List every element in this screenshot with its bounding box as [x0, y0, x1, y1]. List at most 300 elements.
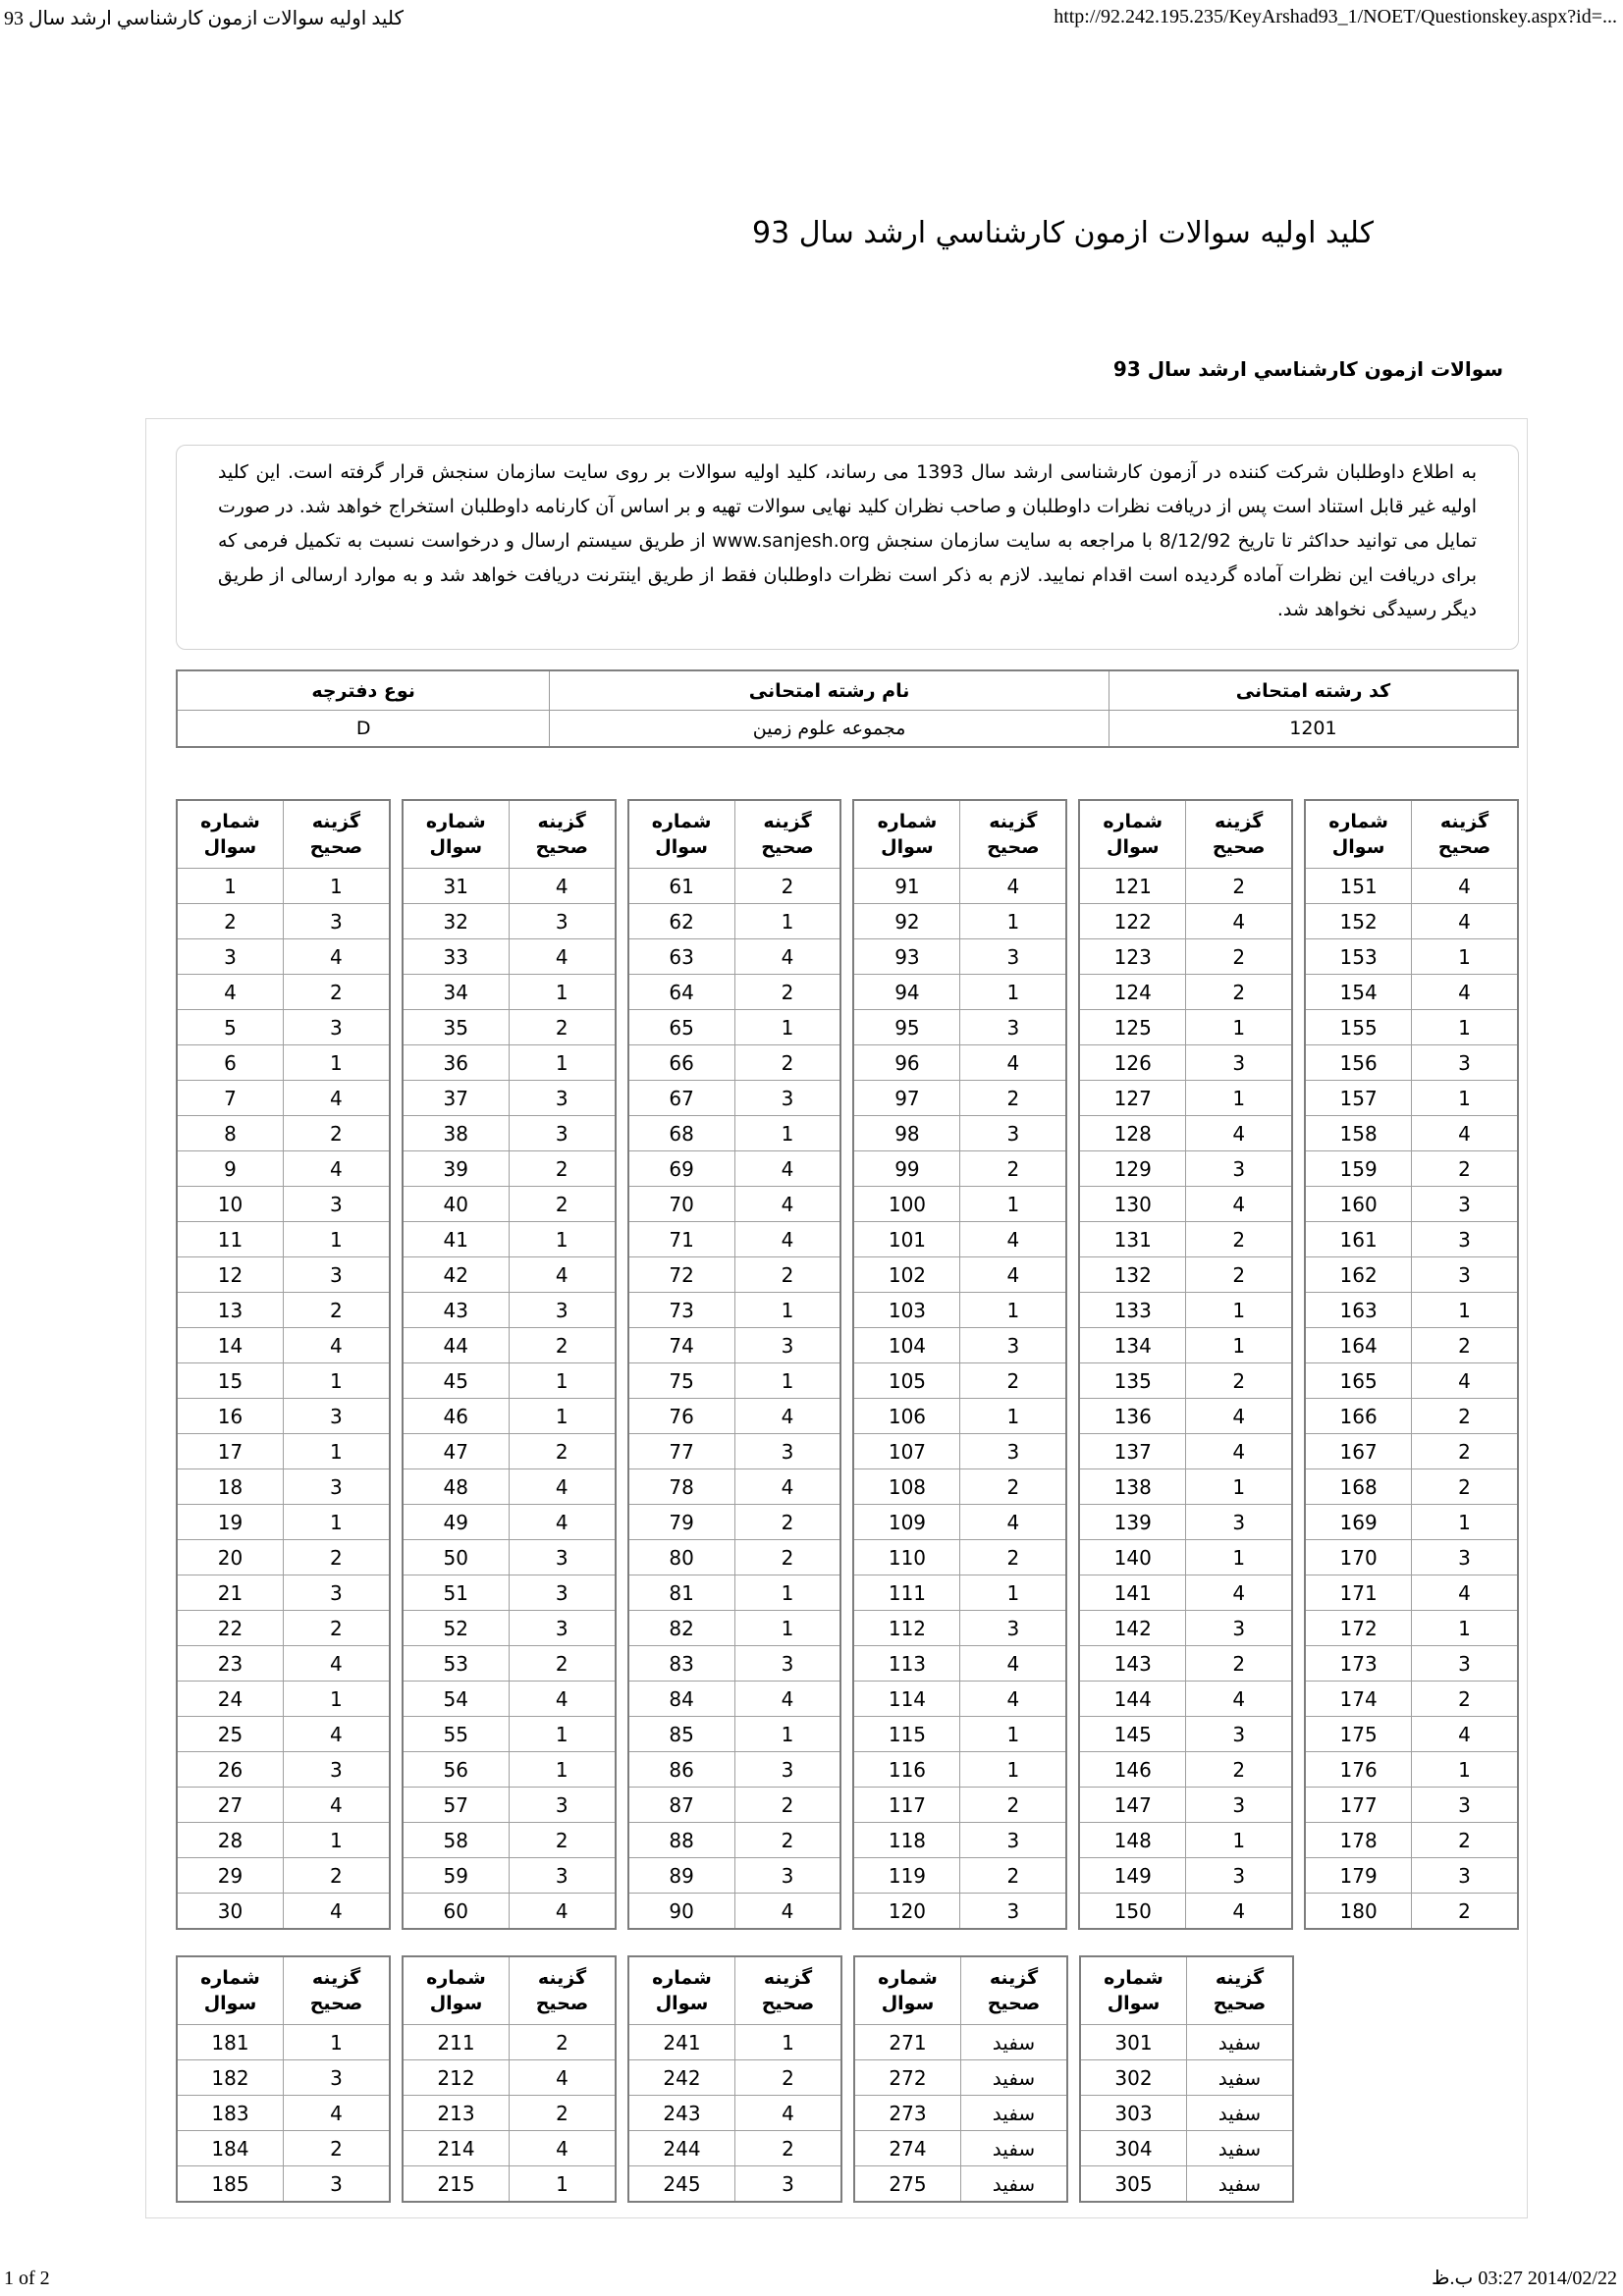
question-number-cell: 172	[1305, 1611, 1411, 1646]
question-number-cell: 9	[177, 1151, 283, 1187]
question-number-cell: 53	[403, 1646, 509, 1682]
answer-row	[1305, 904, 1518, 939]
answer-row	[1305, 1540, 1518, 1575]
answer-option-cell: 3	[1412, 1646, 1518, 1682]
question-number-cell: 129	[1079, 1151, 1185, 1187]
answer-option-cell: 4	[1186, 904, 1292, 939]
answer-row	[1080, 2060, 1293, 2096]
answer-option-cell: 4	[1186, 1399, 1292, 1434]
answer-option-cell: 4	[509, 939, 615, 975]
question-number-cell: 242	[628, 2060, 735, 2096]
answer-option-cell: 4	[510, 2060, 617, 2096]
answer-option-cell: 1	[960, 1717, 1066, 1752]
question-number-cell: 25	[177, 1717, 283, 1752]
answer-header-row	[177, 1956, 390, 2025]
print-header-document-title: کلید اولیه سوالات ازمون کارشناسي ارشد سال 93	[4, 8, 405, 29]
question-number-cell: 139	[1079, 1505, 1185, 1540]
question-number-cell: 86	[628, 1752, 734, 1788]
question-number-cell: 302	[1080, 2060, 1187, 2096]
answer-option-cell: 3	[734, 1646, 840, 1682]
answer-option-cell: 2	[510, 2096, 617, 2131]
answer-row	[1080, 2131, 1293, 2166]
answer-row	[853, 939, 1066, 975]
answer-option-cell: 4	[510, 2131, 617, 2166]
question-number-cell: 73	[628, 1293, 734, 1328]
answer-row	[177, 1894, 390, 1930]
answer-option-cell: 1	[960, 1187, 1066, 1222]
question-number-cell: 169	[1305, 1505, 1411, 1540]
question-number-cell: 151	[1305, 869, 1411, 904]
answer-row	[1305, 1187, 1518, 1222]
answer-row	[403, 1858, 616, 1894]
answer-option-cell: 2	[509, 1151, 615, 1187]
question-number-cell: 177	[1305, 1788, 1411, 1823]
answer-option-cell: 3	[509, 1611, 615, 1646]
answer-option-cell: 1	[509, 975, 615, 1010]
answer-row	[1305, 1257, 1518, 1293]
answer-option-cell: 1	[1186, 1823, 1292, 1858]
answer-option-cell: 1	[283, 1682, 389, 1717]
answer-option-cell: 4	[734, 1151, 840, 1187]
question-number-cell: 29	[177, 1858, 283, 1894]
question-number-cell: 16	[177, 1399, 283, 1434]
question-number-cell: 36	[403, 1045, 509, 1081]
answer-option-cell: 2	[735, 2131, 842, 2166]
answer-row	[628, 1293, 841, 1328]
answer-row	[1080, 2096, 1293, 2131]
answer-option-cell: 3	[960, 1116, 1066, 1151]
answer-option-cell: 4	[1412, 869, 1518, 904]
answer-row	[1079, 1611, 1292, 1646]
answer-row	[403, 1682, 616, 1717]
exam-info-header-row	[177, 670, 1518, 711]
answer-row	[177, 1187, 390, 1222]
answer-option-cell: 3	[1412, 1788, 1518, 1823]
answer-option-cell: 2	[734, 1045, 840, 1081]
question-number-cell: 20	[177, 1540, 283, 1575]
question-number-cell: 159	[1305, 1151, 1411, 1187]
section-heading: سوالات ازمون کارشناسي ارشد سال 93	[1112, 357, 1503, 381]
answer-row	[628, 2131, 841, 2166]
booklet-type-value-cell: D	[177, 711, 550, 748]
answer-option-cell: 1	[509, 1222, 615, 1257]
answer-option-cell: 4	[283, 939, 389, 975]
question-number-cell: 157	[1305, 1081, 1411, 1116]
answer-row	[403, 1010, 616, 1045]
answer-option-cell: 2	[960, 1363, 1066, 1399]
answer-option-cell: 4	[734, 1682, 840, 1717]
answer-key-table	[1304, 799, 1519, 1930]
answer-key-table	[1078, 799, 1293, 1930]
answer-row	[628, 1363, 841, 1399]
question-number-cell: 55	[403, 1717, 509, 1752]
question-number-cell: 179	[1305, 1858, 1411, 1894]
correct-option-header-cell: گزینه صحیح	[1186, 800, 1292, 869]
answer-key-table	[402, 799, 617, 1930]
answer-row	[1305, 1434, 1518, 1469]
answer-option-cell: 2	[1412, 1682, 1518, 1717]
question-number-cell: 160	[1305, 1187, 1411, 1222]
answer-option-cell: 4	[1412, 1363, 1518, 1399]
question-number-cell: 93	[853, 939, 959, 975]
answer-option-cell: 2	[960, 1540, 1066, 1575]
exam-name-value-cell: مجموعه علوم زمین	[550, 711, 1109, 748]
answer-row	[1305, 1646, 1518, 1682]
answer-row	[177, 1399, 390, 1434]
question-number-cell: 126	[1079, 1045, 1185, 1081]
question-number-cell: 1	[177, 869, 283, 904]
question-number-cell: 133	[1079, 1293, 1185, 1328]
question-number-cell: 164	[1305, 1328, 1411, 1363]
question-number-cell: 156	[1305, 1045, 1411, 1081]
question-number-cell: 31	[403, 869, 509, 904]
question-number-cell: 245	[628, 2166, 735, 2203]
print-footer-datetime: 2014/02/22 03:27 ب.ظ	[1431, 2268, 1617, 2289]
question-number-cell: 118	[853, 1823, 959, 1858]
answer-option-cell: 3	[734, 1434, 840, 1469]
answer-row	[177, 1717, 390, 1752]
answer-option-cell: 1	[284, 2025, 391, 2060]
answer-header-row	[1079, 800, 1292, 869]
answer-option-cell: 4	[960, 869, 1066, 904]
answer-row	[177, 1151, 390, 1187]
question-number-cell: 304	[1080, 2131, 1187, 2166]
question-number-cell: 78	[628, 1469, 734, 1505]
answer-row	[177, 904, 390, 939]
answer-row	[1079, 1788, 1292, 1823]
content-box	[145, 418, 1528, 2218]
answer-option-cell: 4	[1186, 1434, 1292, 1469]
answer-option-cell: 1	[510, 2166, 617, 2203]
answer-row	[1305, 1045, 1518, 1081]
question-number-cell: 184	[177, 2131, 284, 2166]
answer-row	[1079, 1151, 1292, 1187]
answer-option-cell: 4	[283, 1328, 389, 1363]
answer-row	[854, 2096, 1067, 2131]
answer-row	[1305, 1116, 1518, 1151]
answer-option-cell: 3	[509, 1081, 615, 1116]
question-number-header-cell: شماره سوال	[1079, 800, 1185, 869]
answer-option-cell: 3	[960, 1823, 1066, 1858]
answer-option-cell: 4	[283, 1081, 389, 1116]
correct-option-header-cell: گزینه صحیح	[283, 800, 389, 869]
answer-option-cell: 1	[735, 2025, 842, 2060]
answer-option-cell: 2	[1412, 1823, 1518, 1858]
question-number-cell: 63	[628, 939, 734, 975]
question-number-cell: 60	[403, 1894, 509, 1930]
answer-row	[403, 939, 616, 975]
answer-row	[628, 869, 841, 904]
answer-row	[1305, 1823, 1518, 1858]
question-number-cell: 176	[1305, 1752, 1411, 1788]
question-number-header-cell: شماره سوال	[1305, 800, 1411, 869]
answer-option-cell: 2	[1412, 1151, 1518, 1187]
answer-row	[403, 1081, 616, 1116]
answer-row	[403, 904, 616, 939]
answer-option-cell: 2	[1186, 939, 1292, 975]
question-number-cell: 117	[853, 1788, 959, 1823]
question-number-cell: 273	[854, 2096, 961, 2131]
answer-row	[628, 939, 841, 975]
answer-row	[403, 1540, 616, 1575]
question-number-cell: 122	[1079, 904, 1185, 939]
answer-row	[1079, 975, 1292, 1010]
answer-header-row	[854, 1956, 1067, 2025]
question-number-cell: 87	[628, 1788, 734, 1823]
question-number-cell: 58	[403, 1823, 509, 1858]
answer-row	[1079, 1469, 1292, 1505]
question-number-cell: 38	[403, 1116, 509, 1151]
answer-row	[853, 1858, 1066, 1894]
answer-row	[177, 2096, 390, 2131]
question-number-cell: 89	[628, 1858, 734, 1894]
answer-option-cell: سفید	[1187, 2025, 1294, 2060]
answer-row	[403, 2096, 616, 2131]
question-number-cell: 21	[177, 1575, 283, 1611]
question-number-cell: 243	[628, 2096, 735, 2131]
answer-row	[403, 1611, 616, 1646]
question-number-cell: 105	[853, 1363, 959, 1399]
answer-row	[1079, 1222, 1292, 1257]
answer-row	[1079, 1434, 1292, 1469]
answer-option-cell: 3	[1412, 1540, 1518, 1575]
question-number-cell: 85	[628, 1717, 734, 1752]
answer-row	[1079, 1257, 1292, 1293]
question-number-cell: 305	[1080, 2166, 1187, 2203]
answer-row	[1305, 1575, 1518, 1611]
answer-option-cell: سفید	[961, 2131, 1068, 2166]
answer-row	[403, 1894, 616, 1930]
answer-key-table	[852, 799, 1067, 1930]
answer-option-cell: 1	[734, 1293, 840, 1328]
answer-option-cell: 4	[1412, 904, 1518, 939]
answer-row	[1305, 1682, 1518, 1717]
answer-row	[853, 1611, 1066, 1646]
answer-option-cell: 3	[1412, 1257, 1518, 1293]
answer-option-cell: 1	[283, 869, 389, 904]
answer-row	[628, 1257, 841, 1293]
answer-row	[1305, 1469, 1518, 1505]
question-number-cell: 48	[403, 1469, 509, 1505]
answer-option-cell: 3	[283, 1257, 389, 1293]
question-number-cell: 5	[177, 1010, 283, 1045]
answer-option-cell: 1	[734, 1575, 840, 1611]
answer-option-cell: 4	[284, 2096, 391, 2131]
question-number-cell: 95	[853, 1010, 959, 1045]
answer-row	[177, 1363, 390, 1399]
answer-option-cell: 3	[284, 2060, 391, 2096]
answer-row	[403, 1434, 616, 1469]
question-number-cell: 70	[628, 1187, 734, 1222]
correct-option-header-cell: گزینه صحیح	[284, 1956, 391, 2025]
question-number-cell: 114	[853, 1682, 959, 1717]
question-number-cell: 153	[1305, 939, 1411, 975]
question-number-cell: 271	[854, 2025, 961, 2060]
answer-option-cell: 1	[1186, 1328, 1292, 1363]
question-number-cell: 121	[1079, 869, 1185, 904]
answer-row	[1305, 1505, 1518, 1540]
question-number-cell: 18	[177, 1469, 283, 1505]
question-number-cell: 145	[1079, 1717, 1185, 1752]
answer-row	[1079, 1575, 1292, 1611]
answer-option-cell: سفید	[961, 2025, 1068, 2060]
question-number-cell: 27	[177, 1788, 283, 1823]
correct-option-header-cell: گزینه صحیح	[1412, 800, 1518, 869]
question-number-cell: 171	[1305, 1575, 1411, 1611]
correct-option-header-cell: گزینه صحیح	[1187, 1956, 1294, 2025]
answer-option-cell: 4	[734, 1187, 840, 1222]
answer-row	[1079, 1646, 1292, 1682]
question-number-cell: 166	[1305, 1399, 1411, 1434]
page-title: کلید اولیه سوالات ازمون کارشناسي ارشد سال 93	[752, 216, 1374, 250]
answer-option-cell: 1	[1412, 1611, 1518, 1646]
question-number-cell: 67	[628, 1081, 734, 1116]
answer-header-row	[628, 800, 841, 869]
answer-row	[403, 1752, 616, 1788]
question-number-cell: 94	[853, 975, 959, 1010]
answer-option-cell: 4	[960, 1505, 1066, 1540]
question-number-cell: 165	[1305, 1363, 1411, 1399]
answer-row	[177, 2166, 390, 2203]
answer-row	[853, 1399, 1066, 1434]
answer-option-cell: 2	[1186, 1363, 1292, 1399]
question-number-cell: 163	[1305, 1293, 1411, 1328]
answer-row	[1305, 1399, 1518, 1434]
answer-option-cell: 3	[509, 1293, 615, 1328]
question-number-cell: 45	[403, 1363, 509, 1399]
question-number-cell: 138	[1079, 1469, 1185, 1505]
answer-row	[1305, 1222, 1518, 1257]
answer-row	[1079, 869, 1292, 904]
answer-option-cell: سفید	[1187, 2060, 1294, 2096]
question-number-cell: 275	[854, 2166, 961, 2203]
answer-row	[628, 1646, 841, 1682]
answer-row	[177, 1788, 390, 1823]
answer-option-cell: 2	[734, 1540, 840, 1575]
answer-option-cell: 2	[284, 2131, 391, 2166]
answer-option-cell: 3	[283, 1187, 389, 1222]
answer-row	[177, 1540, 390, 1575]
answer-option-cell: 1	[1186, 1010, 1292, 1045]
answer-row	[1079, 904, 1292, 939]
answer-option-cell: 1	[734, 1116, 840, 1151]
question-number-cell: 68	[628, 1116, 734, 1151]
answer-row	[177, 1646, 390, 1682]
answer-row	[403, 1788, 616, 1823]
answer-row	[854, 2131, 1067, 2166]
question-number-cell: 185	[177, 2166, 284, 2203]
answer-row	[628, 1575, 841, 1611]
answer-header-row	[403, 800, 616, 869]
answer-key-table	[1079, 1955, 1294, 2203]
answer-row	[1079, 1116, 1292, 1151]
answer-row	[403, 1151, 616, 1187]
question-number-cell: 162	[1305, 1257, 1411, 1293]
answer-option-cell: 2	[734, 1257, 840, 1293]
question-number-cell: 113	[853, 1646, 959, 1682]
correct-option-header-cell: گزینه صحیح	[510, 1956, 617, 2025]
answer-row	[1079, 1187, 1292, 1222]
answer-option-cell: 2	[1412, 1469, 1518, 1505]
question-number-cell: 180	[1305, 1894, 1411, 1930]
question-number-cell: 64	[628, 975, 734, 1010]
question-number-cell: 108	[853, 1469, 959, 1505]
answer-option-cell: 3	[509, 1788, 615, 1823]
answer-header-row	[1305, 800, 1518, 869]
answer-option-cell: سفید	[961, 2060, 1068, 2096]
answer-option-cell: 2	[509, 1823, 615, 1858]
question-number-cell: 23	[177, 1646, 283, 1682]
answer-row	[177, 939, 390, 975]
question-number-cell: 12	[177, 1257, 283, 1293]
answer-option-cell: 2	[734, 869, 840, 904]
answer-option-cell: 4	[960, 1257, 1066, 1293]
answer-option-cell: 4	[1412, 1116, 1518, 1151]
exam-code-value-cell: 1201	[1109, 711, 1518, 748]
answer-option-cell: 2	[283, 1611, 389, 1646]
answer-row	[1079, 1081, 1292, 1116]
question-number-cell: 112	[853, 1611, 959, 1646]
question-number-cell: 83	[628, 1646, 734, 1682]
answer-option-cell: 3	[509, 904, 615, 939]
answer-row	[177, 2131, 390, 2166]
answer-row	[853, 1045, 1066, 1081]
answer-row	[1305, 1293, 1518, 1328]
question-number-cell: 119	[853, 1858, 959, 1894]
notice-text: به اطلاع داوطلبان شرکت کننده در آزمون کارشناسی ارشد سال 1393 می رساند، کلید اولیه سوالات بر روی سایت سازمان سنجش قرار گرفته است. این کلید اولیه غیر قابل استناد است پس از دریافت نظرات داوطلبان و صاحب نظران کلید نهایی سوالات تهیه و بر اساس آن کارنامه داوطلبان استخراج خواهد شد. در صورت تمایل می توانید حداکثر تا تاریخ 8/12/92 با مراجعه به سایت سازمان سنجش www.sanjesh.org از طریق سیستم ارسال و درخواست نسبت به تکمیل فرمی که برای دریافت این نظرات آماده گردیده است اقدام نمایید. لازم به ذکر است نظرات داوطلبان فقط از طریق اینترنت دریافت خواهد شد و به موارد ارسالی از طریق دیگر رسیدگی نخواهد شد.	[218, 461, 1478, 620]
answer-option-cell: 3	[509, 1575, 615, 1611]
answer-option-cell: 4	[960, 1682, 1066, 1717]
question-number-cell: 33	[403, 939, 509, 975]
answer-option-cell: 4	[1186, 1575, 1292, 1611]
answer-option-cell: 3	[509, 1858, 615, 1894]
correct-option-header-cell: گزینه صحیح	[960, 800, 1066, 869]
question-number-cell: 154	[1305, 975, 1411, 1010]
answer-option-cell: 1	[734, 1363, 840, 1399]
answer-option-cell: 4	[1186, 1116, 1292, 1151]
print-header-url: http://92.242.195.235/KeyArshad93_1/NOET/Questionskey.aspx?id=...	[1054, 6, 1617, 27]
answer-row	[403, 1469, 616, 1505]
answer-option-cell: 2	[1412, 1434, 1518, 1469]
answer-option-cell: 2	[283, 1858, 389, 1894]
question-number-cell: 6	[177, 1045, 283, 1081]
answer-option-cell: سفید	[961, 2096, 1068, 2131]
answer-row	[628, 1469, 841, 1505]
answer-row	[403, 1187, 616, 1222]
question-number-cell: 272	[854, 2060, 961, 2096]
question-number-cell: 149	[1079, 1858, 1185, 1894]
question-number-cell: 54	[403, 1682, 509, 1717]
answer-row	[853, 1752, 1066, 1788]
question-number-cell: 167	[1305, 1434, 1411, 1469]
answer-option-cell: 3	[283, 1575, 389, 1611]
answer-row	[1079, 1823, 1292, 1858]
exam-info-table	[176, 669, 1519, 748]
answer-row	[1305, 1328, 1518, 1363]
answer-row	[403, 1399, 616, 1434]
answer-option-cell: 4	[509, 1257, 615, 1293]
answer-option-cell: 3	[734, 1752, 840, 1788]
answer-row	[1079, 1010, 1292, 1045]
answer-option-cell: 3	[734, 1328, 840, 1363]
answer-row	[1305, 1788, 1518, 1823]
answer-option-cell: 2	[1412, 1894, 1518, 1930]
answer-row	[628, 1187, 841, 1222]
question-number-cell: 123	[1079, 939, 1185, 975]
answer-row	[628, 1081, 841, 1116]
question-number-cell: 32	[403, 904, 509, 939]
question-number-cell: 81	[628, 1575, 734, 1611]
